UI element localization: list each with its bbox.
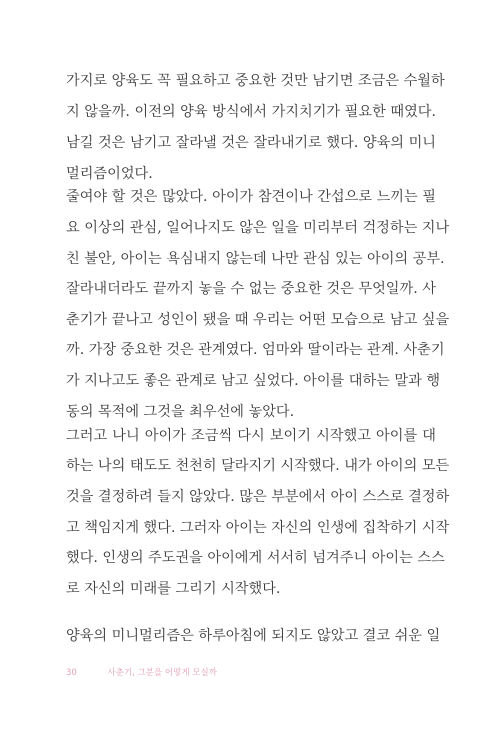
body-line: 멀리즘이었다. [66,166,153,182]
body-line: 남길 것은 남기고 잘라낼 것은 잘라내기로 했다. 양육의 미니 [66,135,436,151]
body-line: 가지로 양육도 꼭 필요하고 중요한 것만 남기면 조금은 수월하 [66,73,445,89]
body-line: 친 불안, 아이는 욕심내지 않는데 나만 관심 있는 아이의 공부. [66,251,445,267]
running-title: 사춘기, 그분을 어떻게 모실까 [107,668,217,678]
body-line: 줄여야 할 것은 많았다. 아이가 참견이나 간섭으로 느끼는 필 [66,189,436,205]
body-line: 까. 가장 중요한 것은 관계였다. 엄마와 딸이라는 관계. 사춘기 [66,342,445,358]
page-number: 30 [66,668,77,678]
body-line: 고 책임지게 했다. 그러자 아이는 자신의 인생에 집착하기 시작 [66,520,450,536]
page-footer [66,666,217,678]
body-line: 가 지나고도 좋은 관계로 남고 싶었다. 아이를 대하는 말과 행 [66,373,441,389]
body-line: 그러고 나니 아이가 조금씩 다시 보이기 시작했고 아이를 대 [66,428,436,444]
body-line: 요 이상의 관심, 일어나지도 않은 일을 미리부터 걱정하는 지나 [66,220,450,236]
body-line: 하는 나의 태도도 천천히 달라지기 시작했다. 내가 아이의 모든 [66,458,450,474]
body-line: 것을 결정하려 들지 않았다. 많은 부분에서 아이 스스로 결정하 [66,489,450,505]
body-line: 양육의 미니멀리즘은 하루아침에 되지도 않았고 결코 쉬운 일 [66,628,441,644]
body-line: 지 않을까. 이전의 양육 방식에서 가지치기가 필요한 때였다. [66,104,436,120]
body-line: 했다. 인생의 주도권을 아이에게 서서히 넘겨주니 아이는 스스 [66,550,445,566]
body-line: 동의 목적에 그것을 최우선에 놓았다. [66,404,295,420]
body-line: 춘기가 끝나고 성인이 됐을 때 우리는 어떤 모습으로 남고 싶을 [66,312,450,328]
body-line: 로 자신의 미래를 그리기 시작했다. [66,581,281,597]
body-line: 잘라내더라도 끝까지 놓을 수 없는 중요한 것은 무엇일까. 사 [66,281,436,297]
